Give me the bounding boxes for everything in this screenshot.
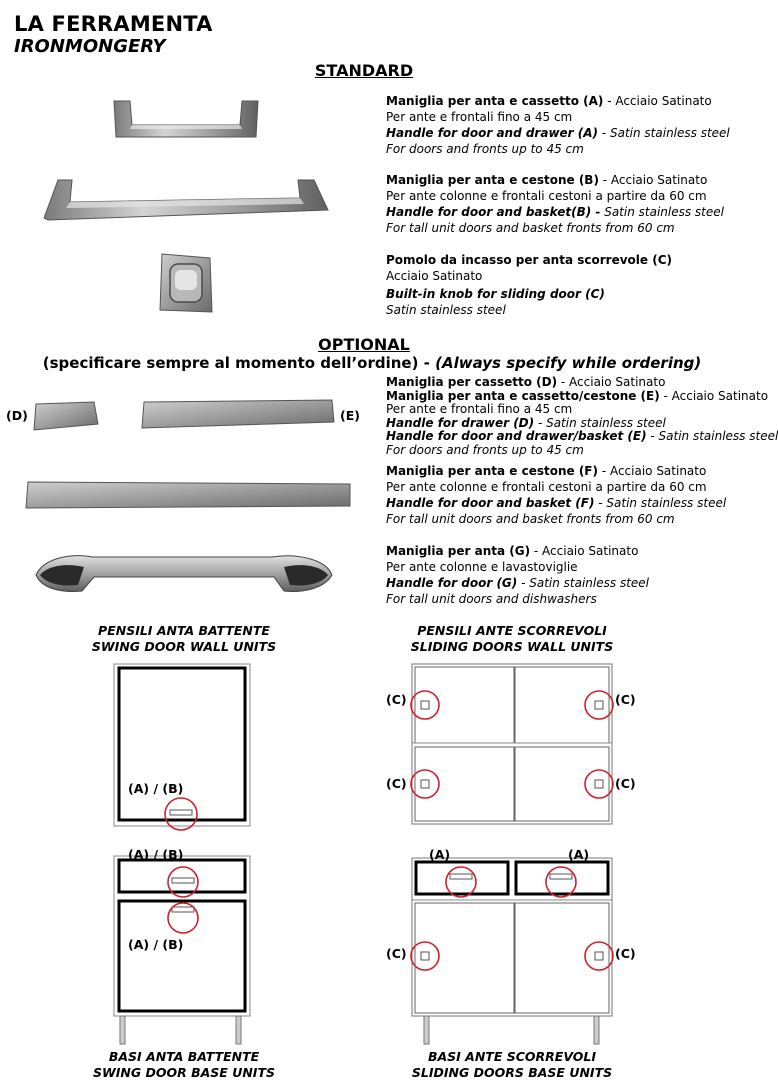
handle-b-desc: Maniglia per anta e cestone (B) - Acciaio Satinato Per ante colonne e frontali cestoni a partire da 60 cm Handle for door and basket(B) - Satin stainless steel For tall unit doors and basket fronts from 60 cm [386, 173, 724, 235]
page-subtitle: IRONMONGERY [14, 36, 166, 57]
caption-swing-base: BASI ANTA BATTENTE SWING DOOR BASE UNITS [92, 1049, 275, 1080]
handle-a-desc: Maniglia per anta e cassetto (A) - Acciaio Satinato Per ante e frontali fino a 45 cm Handle for door and drawer (A) - Satin stainless steel For doors and fronts up to 45 cm [386, 94, 730, 156]
page-title: LA FERRAMENTA [14, 12, 213, 36]
handles-d-e-desc: Maniglia per cassetto (D) - Acciaio Satinato Maniglia per anta e cassetto/cestone (E) - Acciaio Satinato Per ante e frontali fino a 45 cm Handle for drawer (D) - Satin stainless steel Handle for door and drawer/basket (E) - Satin stainless steel For doors and fronts up to 45 cm [386, 375, 778, 457]
label-ab-base-top: (A) / (B) [128, 847, 184, 862]
knob-c-desc: Pomolo da incasso per anta scorrevole (C) Acciaio Satinato Built-in knob for sliding door (C) Satin stainless steel [386, 253, 672, 317]
handle-f-desc: Maniglia per anta e cestone (F) - Acciaio Satinato Per ante colonne e frontali cestoni a partire da 60 cm Handle for door and basket (F) - Satin stainless steel For tall unit doors and basket fronts from 60 cm [386, 464, 727, 526]
knob-c-image [156, 250, 216, 316]
label-a-base-right: (A) [568, 847, 590, 862]
label-a-base-left: (A) [429, 847, 451, 862]
label-ab-base-door: (A) / (B) [128, 937, 184, 952]
swing-wall-unit-diagram [112, 662, 254, 832]
sliding-wall-unit-diagram [410, 662, 614, 832]
optional-heading: OPTIONAL [318, 335, 410, 354]
handle-d-image [32, 398, 102, 434]
label-c-wall-br: (C) [615, 776, 636, 791]
handle-b-image [42, 174, 332, 224]
label-ab-wall: (A) / (B) [128, 781, 184, 796]
handle-a-image [106, 95, 266, 145]
handle-g-image [34, 545, 334, 601]
optional-note: (specificare sempre al momento dell’ordine) - (Always specify while ordering) [42, 354, 702, 372]
swing-base-unit-diagram [112, 854, 254, 1050]
label-c-wall-bl: (C) [386, 776, 407, 791]
label-c-wall-tl: (C) [386, 692, 407, 707]
handle-g-desc: Maniglia per anta (G) - Acciaio Satinato Per ante colonne e lavastoviglie Handle for door (G) - Satin stainless steel For tall unit doors and dishwashers [386, 544, 649, 606]
label-c-wall-tr: (C) [615, 692, 636, 707]
sliding-base-unit-diagram [410, 856, 614, 1050]
label-d: (D) [6, 408, 28, 423]
label-c-base-right: (C) [615, 946, 636, 961]
standard-heading: STANDARD [314, 61, 414, 80]
caption-sliding-wall: PENSILI ANTE SCORREVOLI SLIDING DOORS WALL UNITS [410, 623, 614, 654]
caption-swing-wall: PENSILI ANTA BATTENTE SWING DOOR WALL UNITS [91, 623, 277, 654]
handle-e-image [140, 398, 336, 434]
caption-sliding-base: BASI ANTE SCORREVOLI SLIDING DOORS BASE UNITS [411, 1049, 613, 1080]
label-e: (E) [340, 408, 360, 423]
label-c-base-left: (C) [386, 946, 407, 961]
handle-f-image [24, 478, 354, 512]
